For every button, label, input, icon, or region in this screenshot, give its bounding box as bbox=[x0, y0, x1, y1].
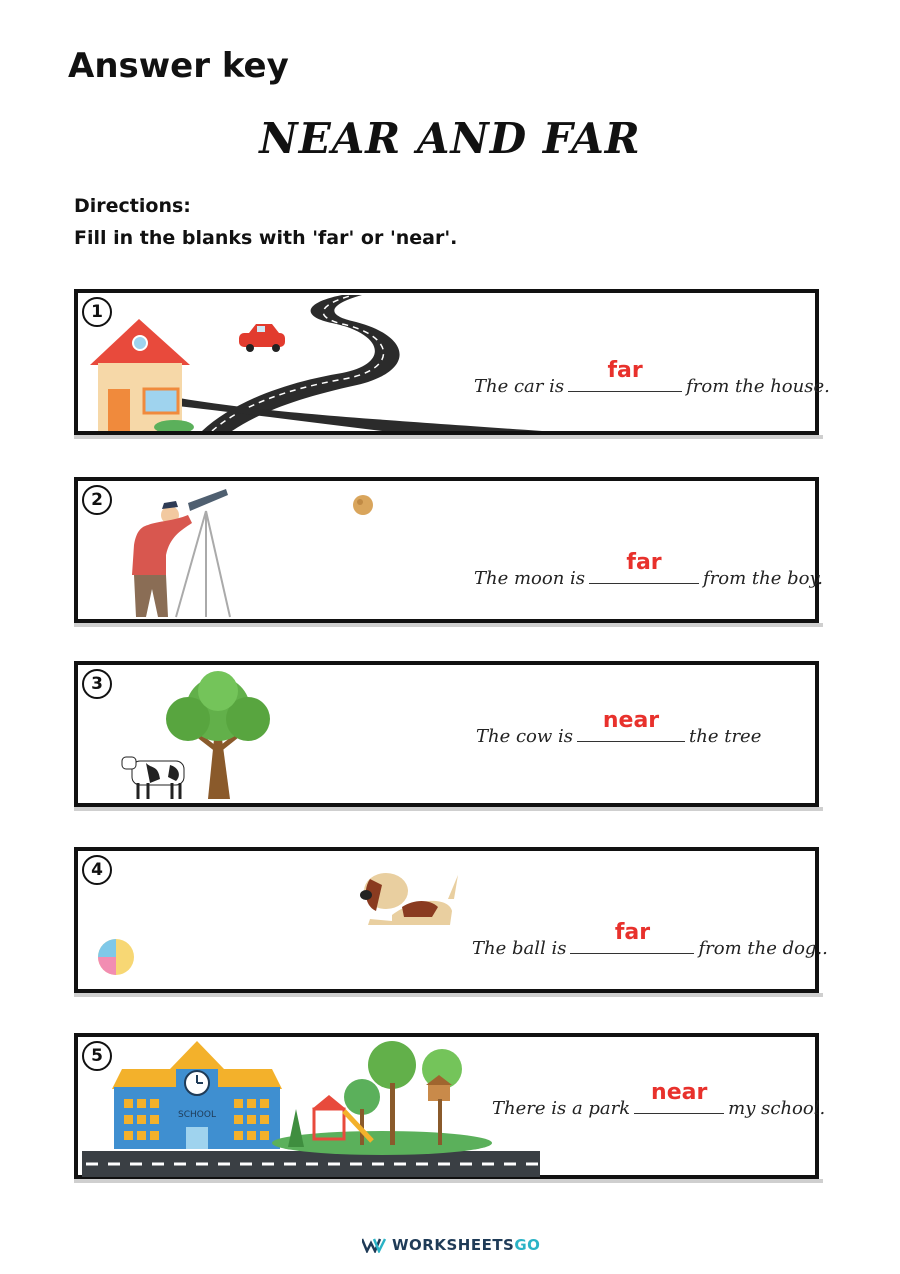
directions-heading: Directions: bbox=[74, 195, 191, 217]
answer-text: near bbox=[602, 708, 660, 733]
cow-tree-illustration bbox=[118, 669, 288, 803]
item-number: 5 bbox=[82, 1041, 112, 1071]
exercise-card-2 bbox=[74, 477, 823, 623]
boy-telescope-moon-illustration bbox=[118, 485, 398, 621]
answer-blank bbox=[589, 550, 699, 584]
house-icon bbox=[90, 319, 194, 431]
answer-text: far bbox=[626, 550, 662, 575]
cow-icon bbox=[122, 757, 184, 799]
sentence: The ball is far from the dog.. bbox=[472, 920, 828, 959]
answer-text: far bbox=[607, 358, 643, 383]
ball-dog-illustration bbox=[92, 855, 472, 989]
ball-icon bbox=[98, 939, 134, 975]
house-road-car-illustration bbox=[82, 293, 542, 431]
item-number: 1 bbox=[82, 297, 112, 327]
answer-text: far bbox=[614, 920, 651, 945]
dog-icon bbox=[360, 873, 458, 925]
item-number: 4 bbox=[82, 855, 112, 885]
answer-blank bbox=[634, 1080, 724, 1114]
page-title: NEAR AND FAR bbox=[259, 114, 641, 163]
brand-footer bbox=[362, 1236, 540, 1254]
boy-icon bbox=[132, 501, 192, 617]
brand-accent: GO bbox=[514, 1236, 541, 1254]
directions bbox=[74, 190, 457, 254]
answer-key-label: Answer key bbox=[68, 46, 289, 86]
sentence: The cow is near the tree bbox=[476, 708, 762, 747]
exercise-card-1 bbox=[74, 289, 830, 435]
answer-blank bbox=[577, 708, 685, 742]
sentence: The moon is far from the boy. bbox=[474, 550, 823, 589]
exercise-card-5 bbox=[74, 1033, 826, 1179]
sentence: The car is far from the house. bbox=[474, 358, 830, 397]
school-icon bbox=[112, 1041, 282, 1149]
moon-icon bbox=[353, 495, 373, 515]
car-icon bbox=[239, 324, 285, 352]
school-sign-text: SCHOOL bbox=[178, 1110, 216, 1120]
brand-main: WORKSHEETS bbox=[392, 1236, 515, 1254]
exercise-card-3 bbox=[74, 661, 819, 807]
exercise-card-4 bbox=[74, 847, 828, 993]
item-number: 3 bbox=[82, 669, 112, 699]
telescope-icon bbox=[176, 489, 230, 617]
answer-blank bbox=[568, 358, 682, 392]
item-number: 2 bbox=[82, 485, 112, 515]
worksheetsgo-logo-icon bbox=[362, 1237, 386, 1253]
park-icon bbox=[272, 1041, 492, 1155]
directions-text: Fill in the blanks with 'far' or 'near'. bbox=[74, 227, 458, 249]
answer-blank bbox=[570, 920, 694, 954]
answer-text: near bbox=[651, 1080, 708, 1105]
sentence: There is a park near my school. bbox=[492, 1080, 826, 1119]
school-park-illustration bbox=[82, 1039, 542, 1177]
